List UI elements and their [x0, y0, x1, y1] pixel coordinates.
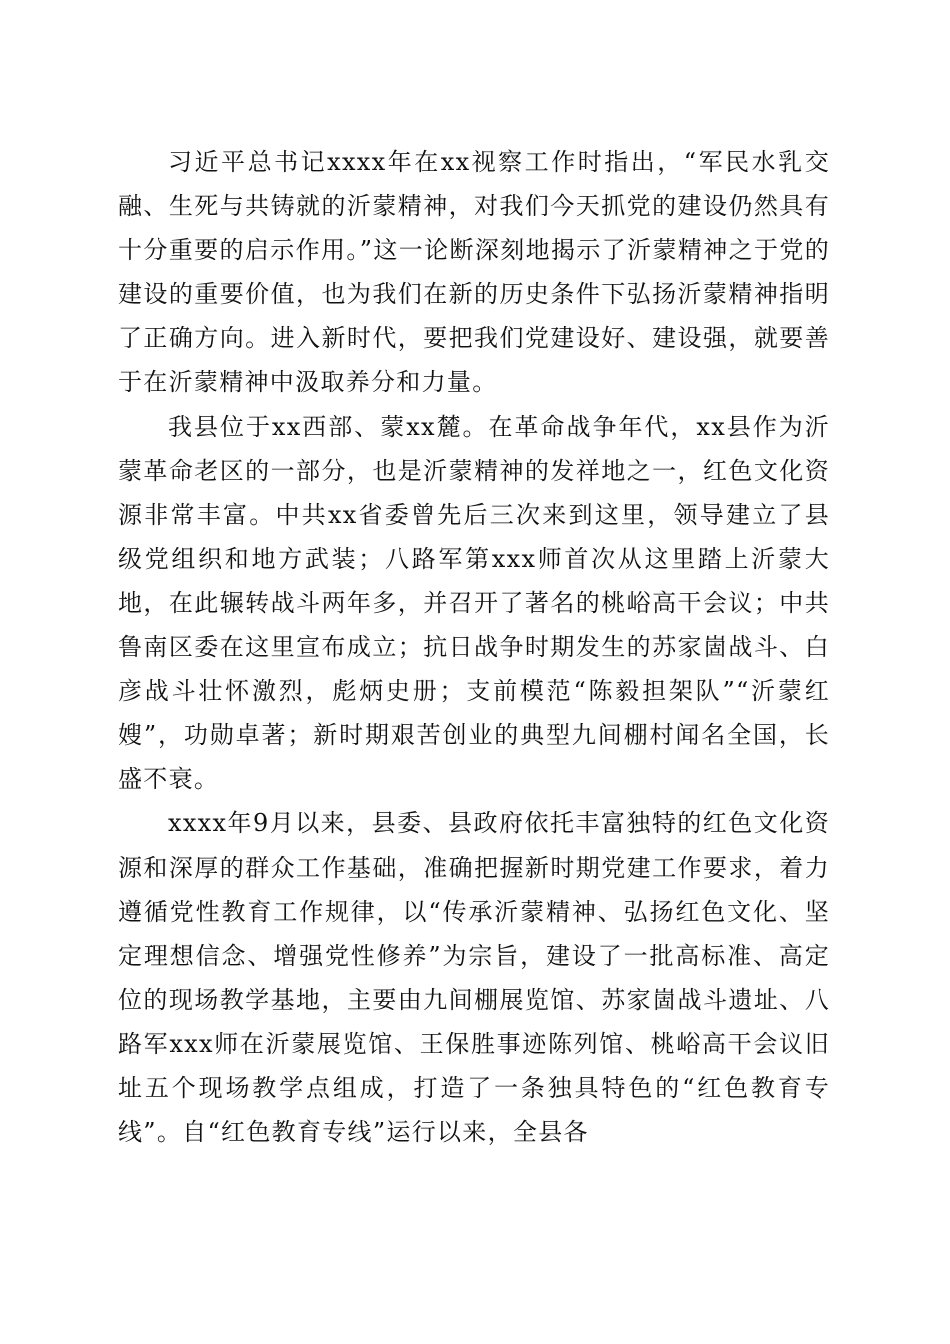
- document-body: [118, 140, 830, 1154]
- paragraph-3: xxxx年9月以来，县委、县政府依托丰富独特的红色文化资源和深厚的群众工作基础，准确把握新时期党建工作要求，着力遵循党性教育工作规律，以“传承沂蒙精神、弘扬红色文化、坚定理想信念、增强党性修养”为宗旨，建设了一批高标准、高定位的现场教学基地，主要由九间棚展览馆、苏家崮战斗遗址、八路军xxx师在沂蒙展览馆、王保胜事迹陈列馆、桃峪高干会议旧址五个现场教学点组成，打造了一条独具特色的“红色教育专线”。自“红色教育专线”运行以来，全县各: [118, 809, 830, 1147]
- paragraph-2: 我县位于xx西部、蒙xx麓。在革命战争年代，xx县作为沂蒙革命老区的一部分，也是沂蒙精神的发祥地之一，红色文化资源非常丰富。中共xx省委曾先后三次来到这里，领导建立了县级党组织和地方武装；八路军第xxx师首次从这里踏上沂蒙大地，在此辗转战斗两年多，并召开了著名的桃峪高干会议；中共鲁南区委在这里宣布成立；抗日战争时期发生的苏家崮战斗、白彦战斗壮怀激烈，彪炳史册；支前模范“陈毅担架队”“沂蒙红嫂”，功勋卓著；新时期艰苦创业的典型九间棚村闻名全国，长盛不衰。: [118, 412, 830, 794]
- paragraph-1: 习近平总书记xxxx年在xx视察工作时指出，“军民水乳交融、生死与共铸就的沂蒙精神，对我们今天抓党的建设仍然具有十分重要的启示作用。”这一论断深刻地揭示了沂蒙精神之于党的建设的重要价值，也为我们在新的历史条件下弘扬沂蒙精神指明了正确方向。进入新时代，要把我们党建设好、建设强，就要善于在沂蒙精神中汲取养分和力量。: [118, 148, 830, 397]
